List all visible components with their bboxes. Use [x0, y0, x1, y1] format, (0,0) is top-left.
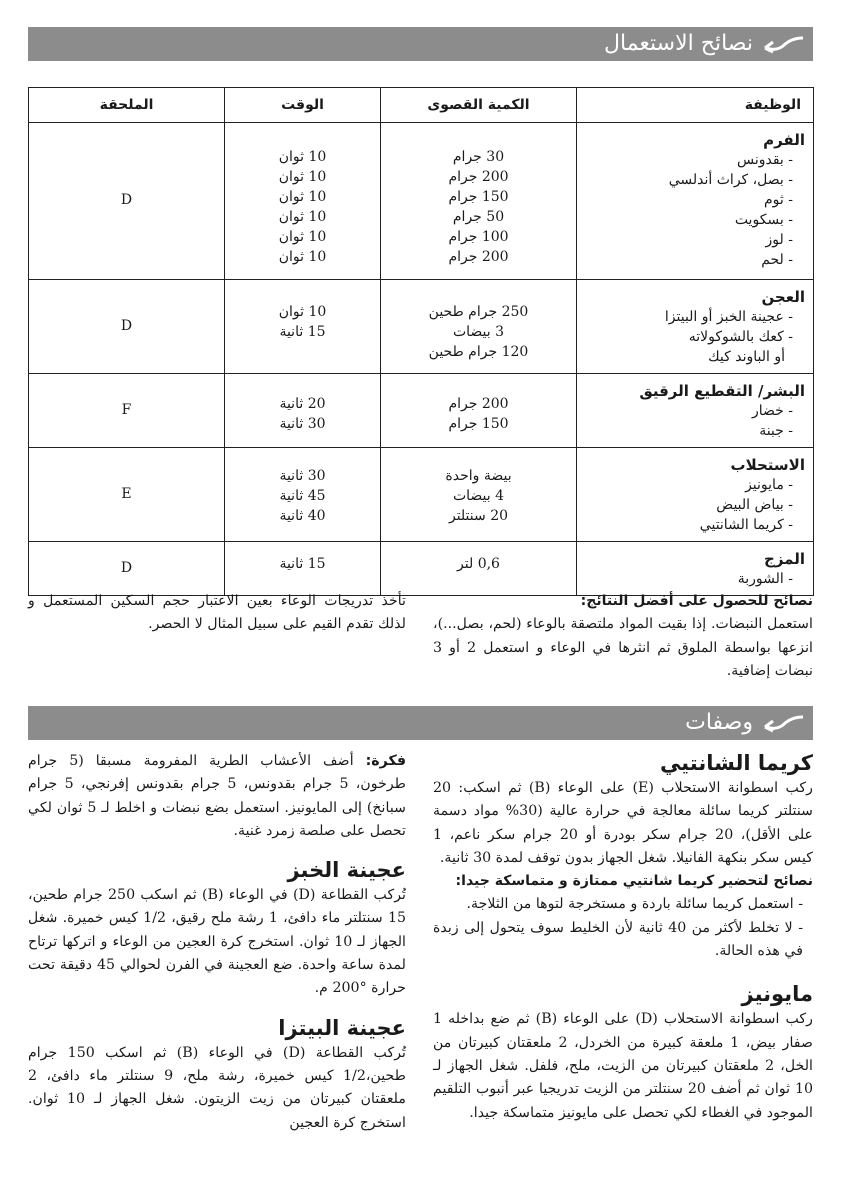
quantity-value: 100 جرام — [448, 229, 509, 245]
row-item: - خضار — [751, 403, 793, 419]
table-row — [29, 280, 814, 374]
time-value: 40 ثانية — [279, 508, 326, 524]
row-category: الفرم — [763, 131, 805, 149]
time-value: 30 ثانية — [279, 468, 326, 484]
table-row — [29, 374, 814, 448]
accessory-value: D — [29, 123, 225, 280]
time-value: 10 ثوان — [278, 149, 327, 165]
idea-label: فكرة: — [365, 753, 406, 769]
quantity-value: 0,6 لتر — [457, 556, 500, 572]
chantilly-title: كريما الشانتيي — [659, 751, 813, 775]
accessory-value: F — [29, 374, 225, 448]
pizza-dough-text: تُركب القطاعة (D) في الوعاء (B) ثم اسكب 150 جرام طحين،1/2 كيس خميرة، رشة ملح، 9 سنتلتر ماء دافئ، 2 ملعقتان كبيرتان من زيت الزيتون. شغل الجهاز لـ 10 ثوان. استخرج كرة العجين — [28, 1044, 406, 1131]
time-value: 10 ثوان — [278, 209, 327, 225]
time-value: 10 ثوان — [278, 229, 327, 245]
mayonnaise-title: مايونيز — [741, 982, 813, 1007]
accessory-value: D — [29, 280, 225, 374]
row-item: - بياض البيض — [716, 497, 793, 513]
quantity-value: بيضة واحدة — [445, 468, 512, 484]
time-value: 10 ثوان — [278, 304, 327, 320]
best-results-text: استعمل النبضات. إذا بقيت المواد ملتصقة بالوعاء (لحم، بصل...)، انزعها بواسطة الملوق ثم انثرها في الوعاء و استعمل 2 أو 3 نبضات إضافية. — [433, 616, 813, 679]
row-item: - لوز — [765, 232, 793, 248]
table-row — [29, 448, 814, 542]
curved-arrow-icon — [763, 34, 805, 54]
row-category: العجن — [761, 288, 805, 306]
time-value: 15 ثانية — [279, 556, 326, 572]
curved-arrow-icon — [763, 713, 805, 733]
best-results-title: نصائح للحصول على أفضل النتائج: — [580, 593, 813, 609]
recipes-banner — [28, 706, 813, 740]
idea-paragraph — [28, 750, 406, 843]
chantilly-tip: - لا تخلط لأكثر من 40 ثانية لأن الخليط سوف يتحول إلى زبدة في هذه الحالة. — [433, 919, 803, 960]
accessory-value: D — [29, 542, 225, 596]
mayonnaise-text: ركب اسطوانة الاستحلاب (D) على الوعاء (B) ثم ضع بداخله 1 صفار بيض، 1 ملعقة كبيرة من الخردل، 2 ملعقتان كبيرتان من الخل، 2 ملعقتان كبيرتان من الزيت، ملح، فلفل. شغل الجهاز لـ 10 ثوان ثم أضف 20 سنتلتر من الزيت تدريجيا عبر أنبوب التلقيم الموجود في الغطاء لكي تحصل على مايونيز متماسكة جيدا. — [433, 1011, 813, 1121]
time-value: 10 ثوان — [278, 189, 327, 205]
quantity-value: 200 جرام — [448, 169, 509, 185]
time-value: 10 ثوان — [278, 249, 327, 265]
quantity-value: 4 بيضات — [452, 488, 505, 504]
quantity-value: 120 جرام طحين — [428, 344, 529, 360]
chantilly-text: ركب اسطوانة الاستحلاب (E) على الوعاء (B) ثم اسكب: 20 سنتلتر كريما سائلة معالجة في حرارة عالية (30% مواد دسمة على الأقل)، 20 جرام سكر بودرة أو 20 جرام سكر ناعم، 1 كيس سكر بنكهة الفانيلا. شغل الجهاز بدون توقف لمدة 30 ثانية. — [433, 780, 814, 866]
row-item: - مايونيز — [745, 477, 793, 493]
accessory-value: E — [29, 448, 225, 542]
row-item: - لحم — [761, 252, 793, 268]
chantilly-tips-title: نصائح لتحضير كريما شانتيي ممتازة و متماسكة جيدا: — [455, 873, 813, 890]
quantity-value: 150 جرام — [448, 189, 509, 205]
recipes-banner-title: وصفات — [685, 710, 753, 735]
time-value: 20 ثانية — [279, 396, 326, 412]
table-row — [29, 123, 814, 280]
row-item: - كعك بالشوكولاته — [688, 329, 793, 345]
recipes-left-column — [28, 750, 406, 1135]
table-row — [29, 542, 814, 596]
row-item: - جبنة — [759, 423, 793, 439]
quantity-value: 3 بيضات — [452, 324, 505, 340]
pizza-dough-title: عجينة البيتزا — [278, 1015, 406, 1040]
quantity-value: 200 جرام — [448, 249, 509, 265]
best-results-section — [433, 590, 813, 683]
time-value: 45 ثانية — [279, 488, 326, 504]
row-category: الاستحلاب — [730, 456, 805, 474]
idea-text: أضف الأعشاب الطرية المفرومة مسبقا (5 جرام طرخون، 5 جرام بقدونس، 5 جرام بقدونس إفرنجي، 5 جرام سبانخ) إلى المايونيز. استعمل بضع نبضات و اخلط لـ 5 ثوان لكي تحصل على صلصة زمرد غنية. — [28, 753, 406, 839]
quantity-value: 30 جرام — [452, 149, 505, 165]
time-value: 30 ثانية — [279, 416, 326, 432]
chantilly-tip: - استعمل كريما سائلة باردة و مستخرجة لتوها من الثلاجة. — [466, 896, 803, 913]
row-item: - عجينة الخبز أو البيتزا — [664, 309, 793, 325]
quantity-value: 200 جرام — [448, 396, 509, 412]
tips-banner-title: نصائح الاستعمال — [604, 31, 753, 56]
header-accessory: الملحقة — [29, 88, 225, 123]
row-item: - كريما الشانتيي — [699, 517, 793, 533]
bread-dough-text: تُركب القطاعة (D) في الوعاء (B) ثم اسكب 250 جرام طحين، 15 سنتلتر ماء دافئ، 1 رشة ملح رقيق، 1/2 كيس خميرة. شغل الجهاز لـ 10 ثوان. استخرج كرة العجين من الوعاء و اتركها ترتاح لمدة ساعة واحدة. ضع العجينة في الفرن لحوالي 45 دقيقة تحت حرارة °200 م. — [28, 887, 406, 997]
functions-table — [28, 87, 814, 596]
row-item: أو الباوند كيك — [708, 349, 785, 365]
time-value: 15 ثانية — [279, 324, 326, 340]
header-time: الوقت — [225, 88, 381, 123]
quantity-value: 50 جرام — [452, 209, 505, 225]
row-item: - بسكويت — [734, 212, 793, 228]
row-item: - الشوربة — [737, 571, 793, 587]
graduations-note: تأخذ تدريجات الوعاء بعين الاعتبار حجم السكين المستعمل و لذلك تقدم القيم على سبيل المثال لا الحصر. — [28, 593, 406, 633]
bread-dough-title: عجينة الخبز — [287, 858, 406, 883]
quantity-value: 150 جرام — [448, 416, 509, 432]
row-item: - بقدونس — [736, 152, 793, 168]
row-item: - بصل، كراث أندلسي — [668, 172, 793, 188]
quantity-value: 250 جرام طحين — [428, 304, 529, 320]
quantity-value: 20 سنتلتر — [448, 508, 509, 524]
tips-banner — [28, 27, 813, 61]
recipes-right-column — [433, 750, 813, 1125]
header-max-qty: الكمية القصوى — [381, 88, 577, 123]
row-item: - ثوم — [764, 192, 793, 208]
header-function: الوظيفة — [577, 88, 814, 123]
time-value: 10 ثوان — [278, 169, 327, 185]
row-category: المزج — [764, 550, 805, 568]
row-category: البشر/ التقطيع الرقيق — [639, 382, 805, 400]
